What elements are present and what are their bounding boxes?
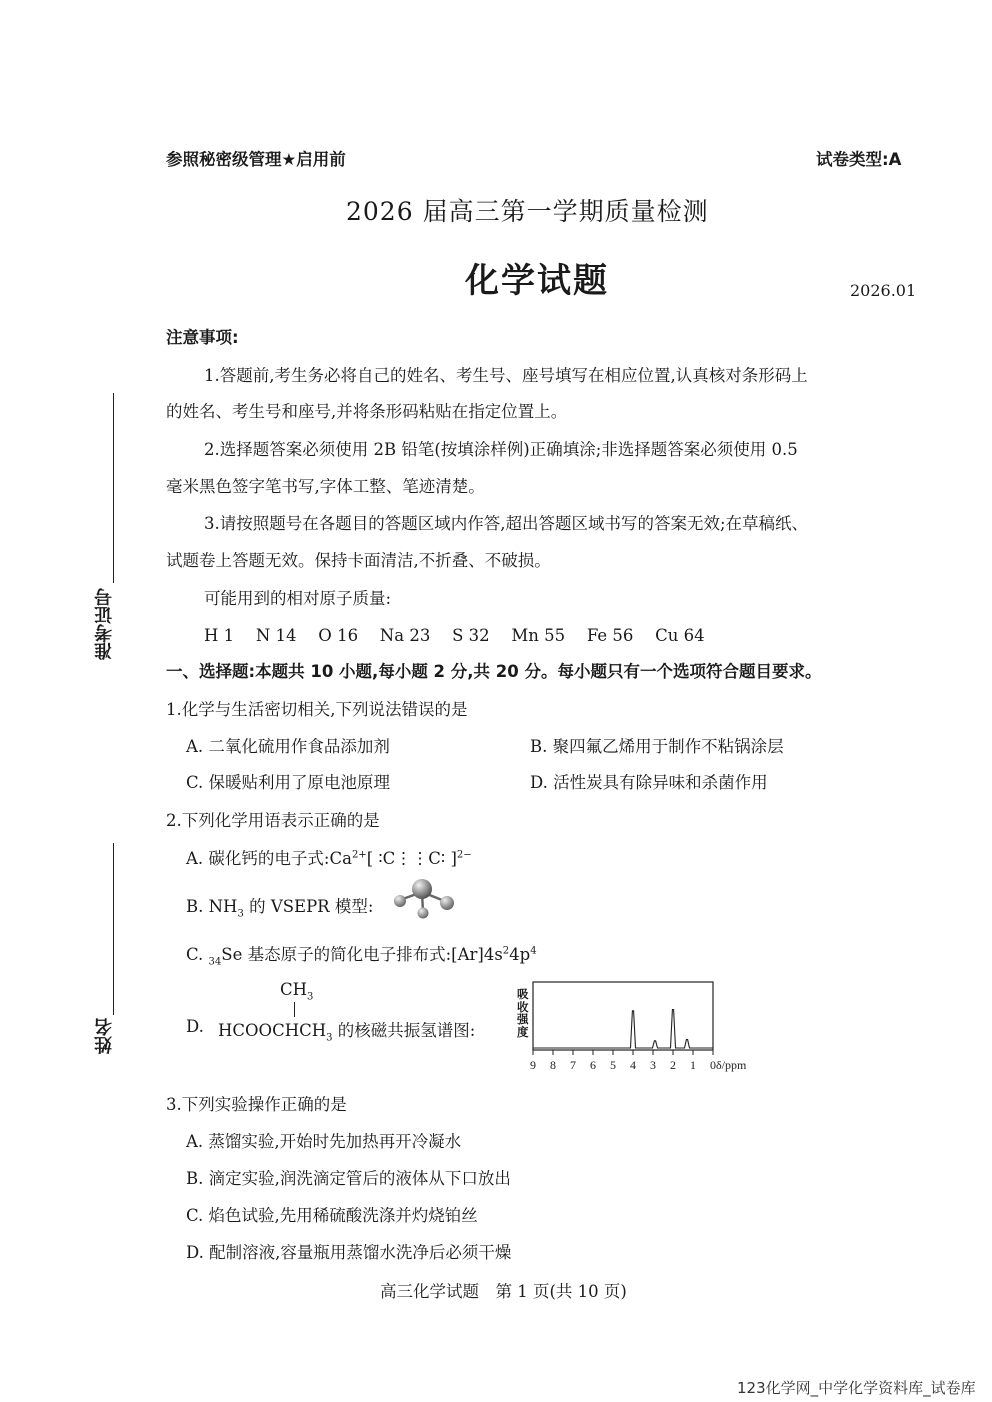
y-label-char-2: 收: [517, 999, 529, 1014]
exam-title: 2026 届高三第一学期质量检测: [346, 197, 709, 226]
x-tick-label: 5: [610, 1058, 616, 1072]
x-tick-label: 4: [630, 1058, 636, 1072]
q2-option-b-text: 的 VSEPR 模型:: [243, 897, 374, 916]
paper-type-label: 试卷类型:A: [816, 150, 902, 169]
4p-label: 4p: [509, 945, 531, 964]
x-tick-label: 1: [690, 1058, 696, 1072]
calcium-ion: Ca: [329, 849, 352, 868]
q1-option-b: B. 聚四氟乙烯用于制作不粘锅涂层: [530, 737, 784, 756]
spectrum-y-axis-label: [517, 988, 529, 1038]
q2-option-c-text: Se 基态原子的简化电子排布式:[Ar]4s: [221, 945, 503, 964]
q2-option-c-prefix: C.: [186, 945, 209, 964]
notice-item-1-line-2: 的姓名、考生号和座号,并将条形码粘贴在指定位置上。: [166, 402, 568, 421]
y-label-char-3: 强: [517, 1012, 529, 1026]
q2-option-d-label: D.: [186, 1017, 204, 1036]
q2-option-b-subscript: 3: [237, 908, 244, 920]
y-label-char-4: 度: [517, 1024, 529, 1039]
x-tick-label: 8: [550, 1058, 556, 1072]
section-1-heading: 一、选择题:本题共 10 小题,每小题 2 分,共 20 分。每小题只有一个选项符合题目要求。: [166, 662, 822, 681]
nmr-spectrum-chart: [530, 980, 755, 1075]
q3-option-c: C. 焰色试验,先用稀硫酸洗涤并灼烧铂丝: [186, 1206, 478, 1225]
spectrum-trace: [533, 1010, 713, 1048]
x-tick-label: 3: [650, 1058, 656, 1072]
selenium-atomic-number: 34: [208, 956, 222, 968]
carbide-electron-formula: [ ∶C⋮⋮C∶ ]: [366, 849, 457, 868]
notice-item-3-line-2: 试题卷上答题无效。保持卡面清洁,不折叠、不破损。: [166, 551, 551, 570]
nmr-caption: 的核磁共振氢谱图:: [332, 1021, 476, 1040]
notice-item-2-line-2: 毫米黑色签字笔书写,字体工整、笔迹清楚。: [166, 477, 485, 496]
methyl-bond-line: [294, 1002, 295, 1017]
4p-exponent: 4: [530, 945, 537, 957]
x-tick-label: 0: [710, 1058, 716, 1072]
exam-date: 2026.01: [850, 281, 917, 300]
page-number-footer: 高三化学试题 第 1 页(共 10 页): [380, 1282, 627, 1301]
x-tick-label: 9: [530, 1058, 536, 1072]
ester-formula-subscript: 3: [326, 1032, 333, 1044]
secret-level-label: 参照秘密级管理★启用前: [166, 150, 346, 169]
x-tick-label: 2: [670, 1058, 676, 1072]
ticket-number-label: 准考证号: [94, 588, 115, 660]
y-label-char-1: 吸: [517, 987, 529, 1001]
subject-title: 化学试题: [465, 261, 609, 301]
methyl-group: CH: [280, 980, 308, 999]
nh3-vsepr-model-image: [390, 876, 460, 922]
notice-title: 注意事项:: [166, 328, 239, 347]
q2-option-a-text: A. 碳化钙的电子式:: [186, 849, 330, 868]
q1-stem: 1.化学与生活密切相关,下列说法错误的是: [166, 700, 468, 719]
atomic-mass-title: 可能用到的相对原子质量:: [204, 589, 392, 608]
q1-option-d: D. 活性炭具有除异味和杀菌作用: [530, 773, 768, 792]
notice-item-1-line-1: 1.答题前,考生务必将自己的姓名、考生号、座号填写在相应位置,认真核对条形码上: [204, 366, 808, 385]
ester-formula: [218, 1017, 475, 1043]
methyl-branch: [280, 980, 313, 1002]
name-line: [113, 843, 114, 1015]
q2-option-a: [186, 845, 472, 869]
4s-exponent: 2: [502, 945, 510, 957]
q2-option-c: [186, 941, 537, 967]
x-tick-label: 7: [570, 1058, 576, 1072]
q3-option-d: D. 配制溶液,容量瓶用蒸馏水洗净后必须干燥: [186, 1243, 512, 1262]
atomic-mass-list: H 1 N 14 O 16 Na 23 S 32 Mn 55 Fe 56 Cu 64: [204, 626, 705, 645]
methyl-subscript: 3: [307, 991, 314, 1003]
q1-option-c: C. 保暖贴利用了原电池原理: [186, 773, 391, 792]
calcium-ion-charge: 2+: [351, 849, 367, 861]
q3-option-b: B. 滴定实验,润洗滴定管后的液体从下口放出: [186, 1169, 511, 1188]
q3-stem: 3.下列实验操作正确的是: [166, 1095, 347, 1114]
ticket-number-line: [113, 393, 114, 583]
carbide-ion-charge: 2−: [456, 849, 472, 861]
q1-option-a: A. 二氧化硫用作食品添加剂: [186, 737, 390, 756]
q2-option-b: [186, 893, 373, 919]
q2-option-b-prefix: B. NH: [186, 897, 238, 916]
notice-item-3-line-1: 3.请按照题号在各题目的答题区域内作答,超出答题区域书写的答案无效;在草稿纸、: [204, 514, 809, 533]
q3-option-a: A. 蒸馏实验,开始时先加热再开冷凝水: [186, 1132, 462, 1151]
q2-stem: 2.下列化学用语表示正确的是: [166, 811, 380, 830]
watermark-text: 123化学网_中学化学资料库_试卷库: [737, 1379, 976, 1397]
name-label: 姓名: [94, 1018, 115, 1054]
spectrum-x-axis-label: δ/ppm: [716, 1058, 747, 1072]
x-tick-label: 6: [590, 1058, 596, 1072]
notice-item-2-line-1: 2.选择题答案必须使用 2B 铅笔(按填涂样例)正确填涂;非选择题答案必须使用 0.5: [204, 440, 798, 459]
ester-formula-text: HCOOCHCH: [218, 1021, 327, 1040]
